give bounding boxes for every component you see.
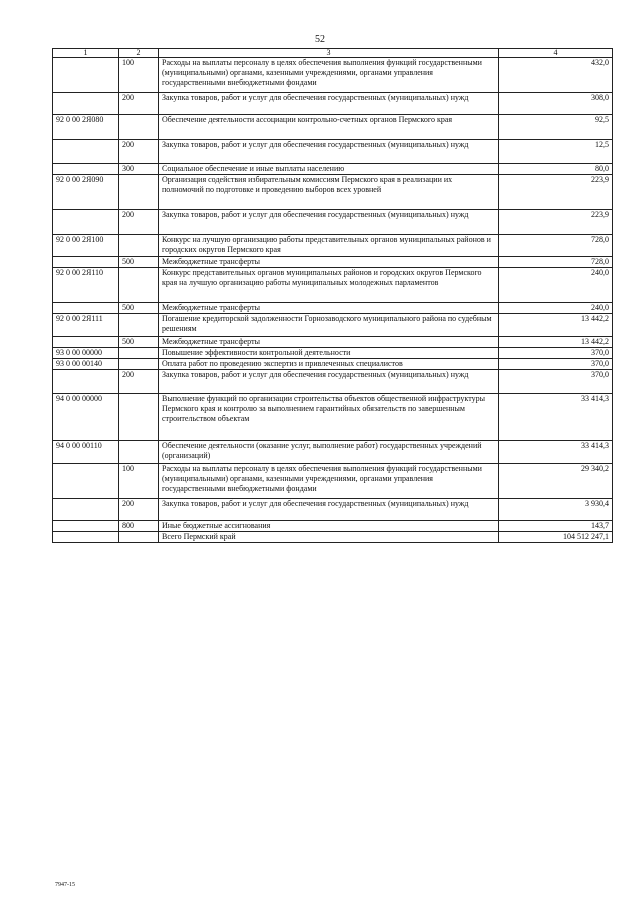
- row-description: Организация содействия избирательным комиссиям Пермского края в реализации их полномочий по подготовке и проведению выборов всех уровней: [159, 175, 499, 210]
- row-code: 92 0 00 2Я090: [53, 175, 119, 210]
- row-description: Погашение кредиторской задолженности Горнозаводского муниципального района по судебным решениям: [159, 314, 499, 337]
- row-description: Обеспечение деятельности ассоциации контрольно-счетных органов Пермского края: [159, 115, 499, 140]
- row-amount: 728,0: [499, 235, 613, 257]
- table-row: [53, 499, 613, 521]
- row-amount: 13 442,2: [499, 337, 613, 348]
- row-code: [53, 58, 119, 93]
- row-amount: 370,0: [499, 359, 613, 370]
- row-code: 94 0 00 00110: [53, 441, 119, 464]
- column-header-3: 3: [159, 49, 499, 58]
- table-row: [53, 532, 613, 543]
- row-description: Межбюджетные трансферты: [159, 303, 499, 314]
- table-row: [53, 175, 613, 210]
- row-expense-type: 500: [119, 303, 159, 314]
- row-expense-type: [119, 359, 159, 370]
- table-row: [53, 303, 613, 314]
- table-row: [53, 58, 613, 93]
- row-expense-type: [119, 115, 159, 140]
- row-amount: 223,9: [499, 175, 613, 210]
- row-code: [53, 499, 119, 521]
- row-amount: 240,0: [499, 268, 613, 303]
- row-code: [53, 532, 119, 543]
- row-expense-type: [119, 532, 159, 543]
- table-header-row: [53, 49, 613, 58]
- row-expense-type: [119, 235, 159, 257]
- row-code: [53, 303, 119, 314]
- row-code: 93 0 00 00140: [53, 359, 119, 370]
- row-description: Оплата работ по проведению экспертиз и привлеченных специалистов: [159, 359, 499, 370]
- row-amount: 223,9: [499, 210, 613, 235]
- row-code: 92 0 00 2Я100: [53, 235, 119, 257]
- table-row: [53, 394, 613, 441]
- row-description: Конкурс представительных органов муниципальных районов и городских округов Пермского края на лучшую организацию работы муниципальных молодежных парламентов: [159, 268, 499, 303]
- row-description: Расходы на выплаты персоналу в целях обеспечения выполнения функций государственными (муниципальными) органами, казенными учреждениями, органами управления государственными внебюджетными фондами: [159, 58, 499, 93]
- row-expense-type: 200: [119, 370, 159, 394]
- row-code: 94 0 00 00000: [53, 394, 119, 441]
- table-row: [53, 337, 613, 348]
- row-code: [53, 164, 119, 175]
- table-row: [53, 210, 613, 235]
- table-row: [53, 348, 613, 359]
- row-expense-type: 800: [119, 521, 159, 532]
- row-code: 93 0 00 00000: [53, 348, 119, 359]
- column-header-2: 2: [119, 49, 159, 58]
- table-row: [53, 257, 613, 268]
- row-expense-type: 100: [119, 464, 159, 499]
- table-row: [53, 370, 613, 394]
- column-header-4: 4: [499, 49, 613, 58]
- row-description: Межбюджетные трансферты: [159, 257, 499, 268]
- row-code: [53, 210, 119, 235]
- row-expense-type: 500: [119, 257, 159, 268]
- row-code: [53, 521, 119, 532]
- row-expense-type: 200: [119, 93, 159, 115]
- table-row: [53, 314, 613, 337]
- row-description: Закупка товаров, работ и услуг для обеспечения государственных (муниципальных) нужд: [159, 140, 499, 164]
- table-row: [53, 464, 613, 499]
- row-amount: 370,0: [499, 370, 613, 394]
- page-number: 52: [315, 34, 325, 45]
- row-description: Закупка товаров, работ и услуг для обеспечения государственных (муниципальных) нужд: [159, 210, 499, 235]
- row-amount: 104 512 247,1: [499, 532, 613, 543]
- footer-code: 7947-15: [55, 882, 75, 888]
- column-header-1: 1: [53, 49, 119, 58]
- table-row: [53, 359, 613, 370]
- row-amount: 12,5: [499, 140, 613, 164]
- row-code: [53, 257, 119, 268]
- row-amount: 728,0: [499, 257, 613, 268]
- row-expense-type: [119, 394, 159, 441]
- row-description: Иные бюджетные ассигнования: [159, 521, 499, 532]
- budget-table: [52, 48, 613, 543]
- row-amount: 432,0: [499, 58, 613, 93]
- row-code: [53, 337, 119, 348]
- table-row: [53, 521, 613, 532]
- row-code: 92 0 00 2Я080: [53, 115, 119, 140]
- row-description: Закупка товаров, работ и услуг для обеспечения государственных (муниципальных) нужд: [159, 93, 499, 115]
- row-description: Конкурс на лучшую организацию работы представительных органов муниципальных районов и городских округов Пермского края: [159, 235, 499, 257]
- row-code: 92 0 00 2Я110: [53, 268, 119, 303]
- table-row: [53, 268, 613, 303]
- row-amount: 143,7: [499, 521, 613, 532]
- table-row: [53, 115, 613, 140]
- row-amount: 92,5: [499, 115, 613, 140]
- row-expense-type: [119, 441, 159, 464]
- row-expense-type: 300: [119, 164, 159, 175]
- row-code: [53, 93, 119, 115]
- row-description: Закупка товаров, работ и услуг для обеспечения государственных (муниципальных) нужд: [159, 370, 499, 394]
- row-amount: 308,0: [499, 93, 613, 115]
- row-expense-type: 200: [119, 210, 159, 235]
- row-code: [53, 370, 119, 394]
- table-row: [53, 93, 613, 115]
- row-amount: 3 930,4: [499, 499, 613, 521]
- row-amount: 33 414,3: [499, 394, 613, 441]
- row-expense-type: 200: [119, 140, 159, 164]
- row-description: Социальное обеспечение и иные выплаты населению: [159, 164, 499, 175]
- row-expense-type: 200: [119, 499, 159, 521]
- row-amount: 370,0: [499, 348, 613, 359]
- row-expense-type: 100: [119, 58, 159, 93]
- row-amount: 13 442,2: [499, 314, 613, 337]
- row-expense-type: [119, 348, 159, 359]
- row-description: Межбюджетные трансферты: [159, 337, 499, 348]
- row-amount: 240,0: [499, 303, 613, 314]
- row-expense-type: [119, 314, 159, 337]
- row-expense-type: 500: [119, 337, 159, 348]
- row-amount: 29 340,2: [499, 464, 613, 499]
- table-row: [53, 164, 613, 175]
- row-expense-type: [119, 175, 159, 210]
- row-code: [53, 140, 119, 164]
- row-code: 92 0 00 2Я111: [53, 314, 119, 337]
- table-row: [53, 441, 613, 464]
- row-description: Выполнение функций по организации строительства объектов общественной инфраструктуры Пермского края и контролю за выполнением гарантийных обязательств по завершенным строительством объектам: [159, 394, 499, 441]
- row-description: Всего Пермский край: [159, 532, 499, 543]
- row-code: [53, 464, 119, 499]
- row-description: Повышение эффективности контрольной деятельности: [159, 348, 499, 359]
- row-description: Обеспечение деятельности (оказание услуг, выполнение работ) государственных учреждений (организаций): [159, 441, 499, 464]
- row-amount: 80,0: [499, 164, 613, 175]
- row-expense-type: [119, 268, 159, 303]
- table-body: [53, 58, 613, 543]
- row-description: Закупка товаров, работ и услуг для обеспечения государственных (муниципальных) нужд: [159, 499, 499, 521]
- table-row: [53, 235, 613, 257]
- row-description: Расходы на выплаты персоналу в целях обеспечения выполнения функций государственными (муниципальными) органами, казенными учреждениями, органами управления государственными внебюджетными фондами: [159, 464, 499, 499]
- table-row: [53, 140, 613, 164]
- row-amount: 33 414,3: [499, 441, 613, 464]
